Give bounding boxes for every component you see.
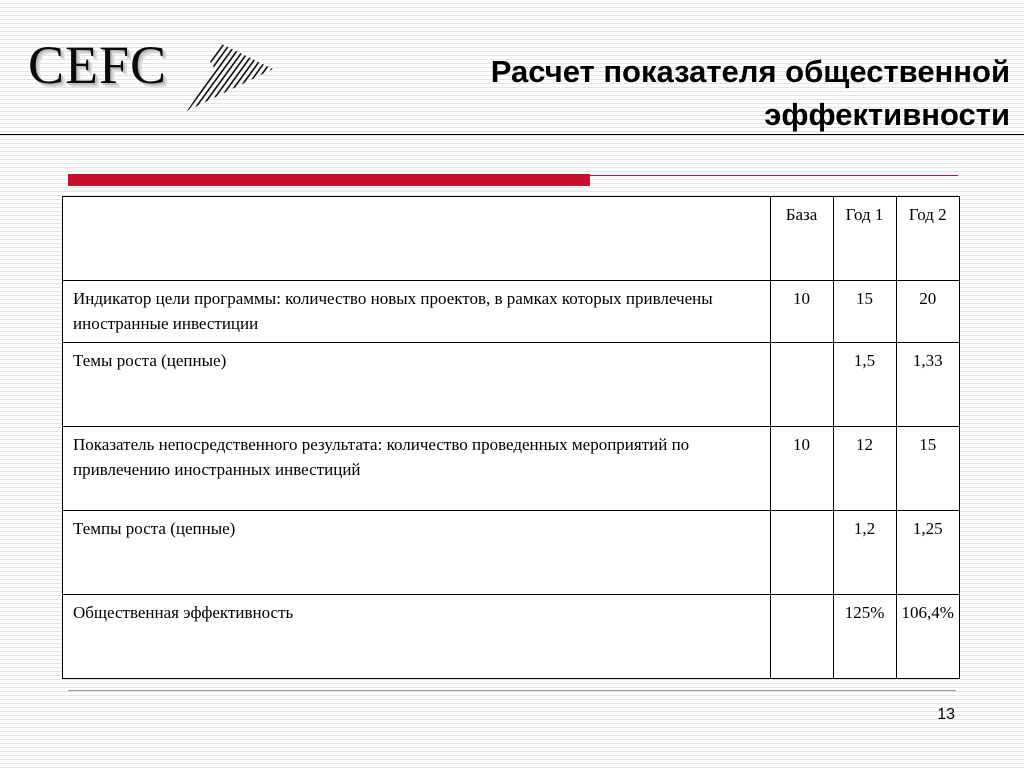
row-label: Индикатор цели программы: количество новых проектов, в рамках которых привлечены иностранные инвестиции xyxy=(63,281,771,343)
slide-title: Расчет показателя общественной эффективности xyxy=(490,54,1010,132)
table-row xyxy=(63,427,960,511)
table-row xyxy=(63,343,960,427)
cell-base: 10 xyxy=(770,427,833,511)
table-row xyxy=(63,595,960,679)
cell-year-2: 1,25 xyxy=(896,511,959,595)
cell-base: 10 xyxy=(770,281,833,343)
efficiency-table xyxy=(62,196,960,679)
cell-base xyxy=(770,343,833,427)
red-accent-bar xyxy=(68,174,590,186)
table-row xyxy=(63,281,960,343)
cell-year-1: 15 xyxy=(833,281,896,343)
title-divider xyxy=(0,134,1024,135)
cell-year-2: 15 xyxy=(896,427,959,511)
cell-year-1: 12 xyxy=(833,427,896,511)
cell-year-2: 20 xyxy=(896,281,959,343)
row-label: Темы роста (цепные) xyxy=(63,343,771,427)
footer-divider xyxy=(68,690,956,691)
header-base: База xyxy=(770,197,833,281)
logo-text: CEFC xyxy=(28,35,168,95)
red-accent-line xyxy=(590,175,958,176)
table-header-row xyxy=(63,197,960,281)
cell-base xyxy=(770,511,833,595)
cell-year-2: 106,4% xyxy=(896,595,959,679)
header-cell-empty xyxy=(63,197,771,281)
cell-base xyxy=(770,595,833,679)
row-label: Общественная эффективность xyxy=(63,595,771,679)
table-row xyxy=(63,511,960,595)
cell-year-1: 1,5 xyxy=(833,343,896,427)
header-year-1: Год 1 xyxy=(833,197,896,281)
row-label: Темпы роста (цепные) xyxy=(63,511,771,595)
header-year-2: Год 2 xyxy=(896,197,959,281)
cell-year-1: 1,2 xyxy=(833,511,896,595)
page-number: 13 xyxy=(937,706,955,723)
row-label: Показатель непосредственного результата: количество проведенных мероприятий по привлечению иностранных инвестиций xyxy=(63,427,771,511)
cell-year-1: 125% xyxy=(833,595,896,679)
cell-year-2: 1,33 xyxy=(896,343,959,427)
